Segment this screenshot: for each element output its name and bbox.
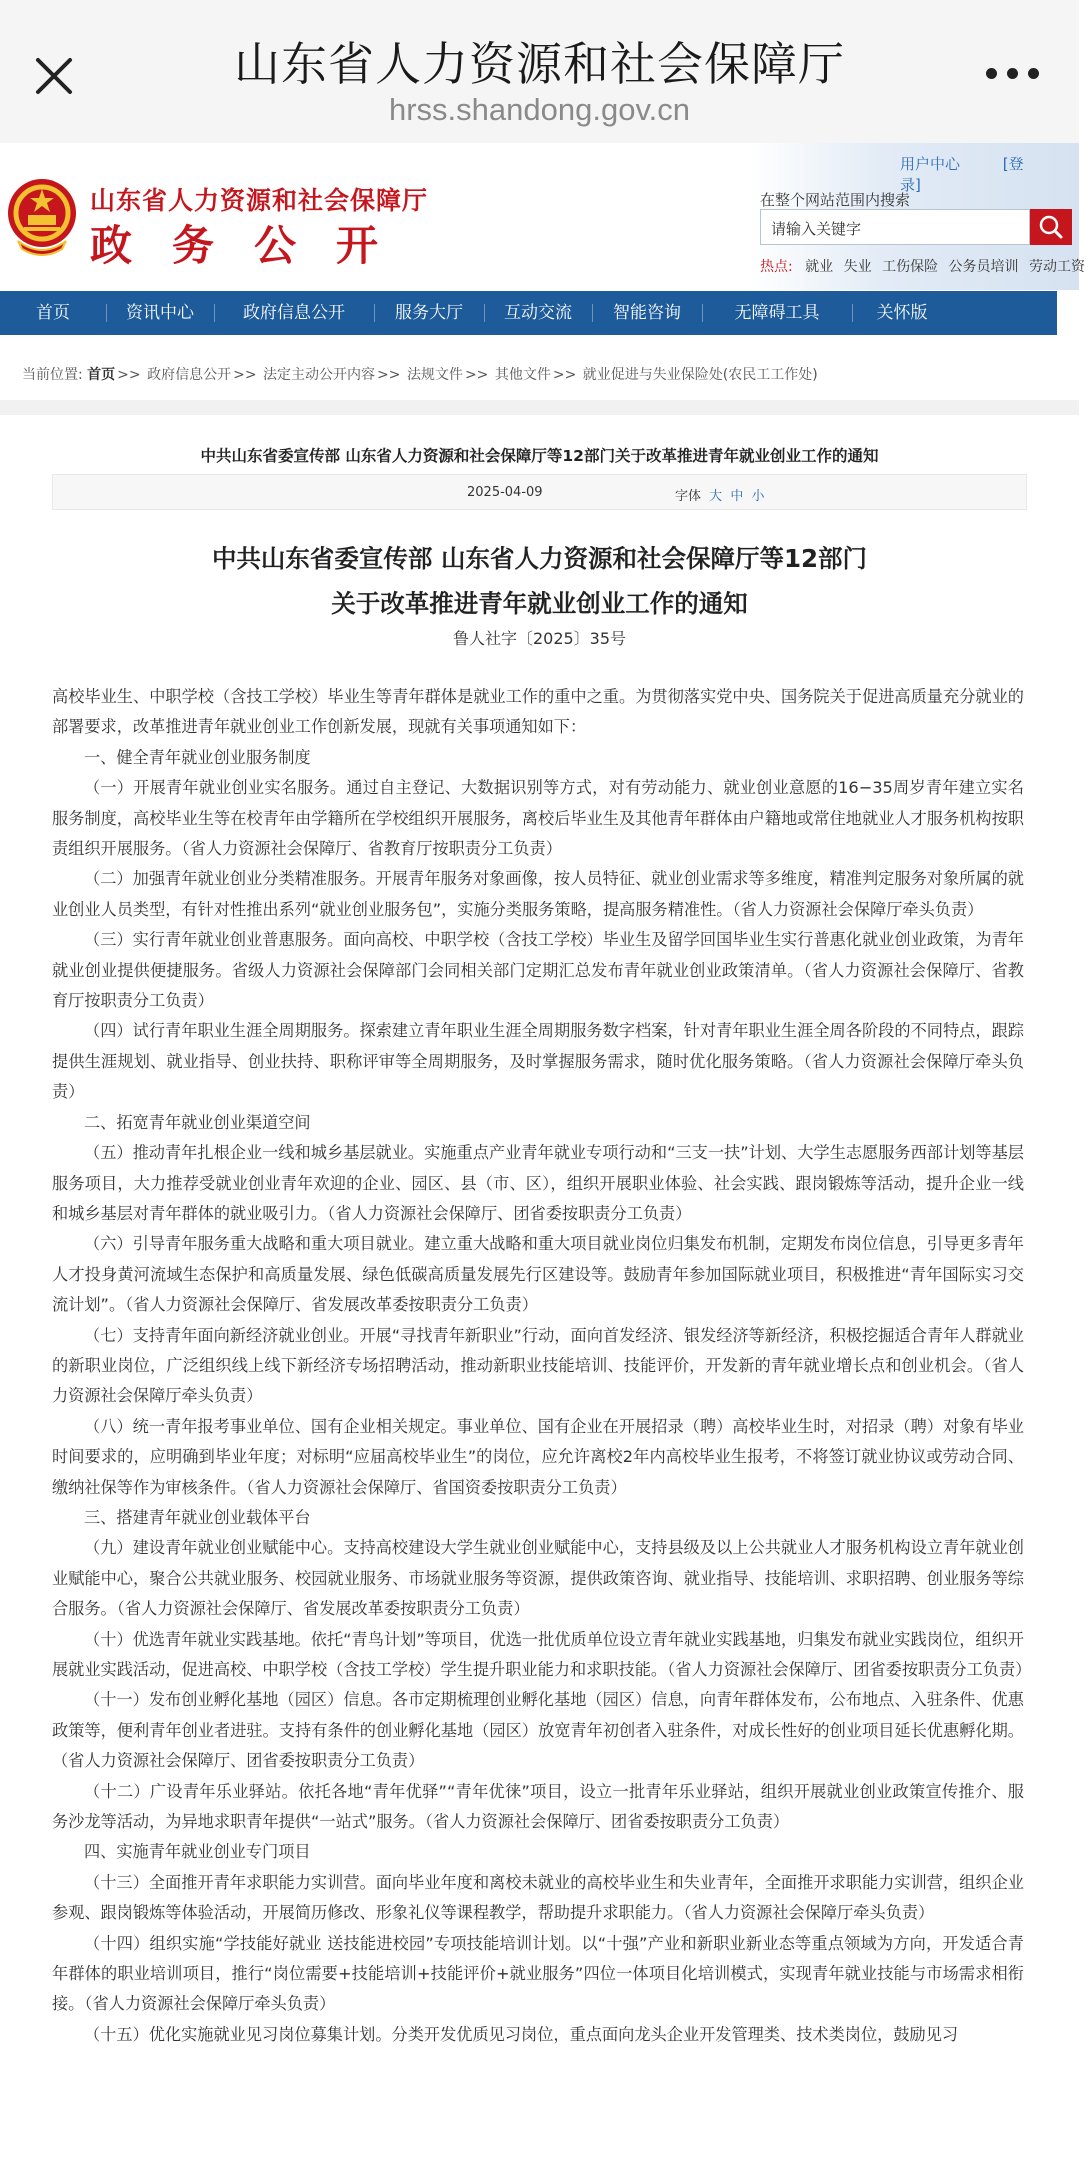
- paragraph: （一）开展青年就业创业实名服务。通过自主登记、大数据识别等方式，对有劳动能力、就业创业意愿的16−35周岁青年建立实名服务制度，高校毕业生等在校青年由学籍所在学校组织开展服务，离校后毕业生及其他青年群体由户籍地或常住地就业人才服务机构按职责组织开展服务。（省人力资源社会保障厅、省教育厅按职责分工负责）: [52, 778, 1024, 859]
- more-options-icon[interactable]: [986, 68, 1039, 79]
- font-size-large[interactable]: 大: [709, 489, 723, 504]
- article-title-line1: 中共山东省委宣传部 山东省人力资源和社会保障厅等12部门: [211, 544, 868, 573]
- paragraph: （十一）发布创业孵化基地（园区）信息。各市定期梳理创业孵化基地（园区）信息，向青年群体发布，公布地点、入驻条件、优惠政策等，便利青年创业者进驻。支持有条件的创业孵化基地（园区）放宽青年初创者入驻条件，对成长性好的创业项目延长优惠孵化期。（省人力资源社会保障厅、团省委按职责分工负责）: [52, 1690, 1024, 1771]
- breadcrumb-item[interactable]: 其他文件: [494, 367, 551, 383]
- paragraph: （四）试行青年职业生涯全周期服务。探索建立青年职业生涯全周期服务数字档案，针对青年职业生涯全周各阶段的不同特点，跟踪提供生涯规划、就业指导、创业扶持、职称评审等全周期服务，及时掌握服务需求，随时优化服务策略。（省人力资源社会保障厅牵头负责）: [52, 1021, 1024, 1102]
- browser-top-bar: [0, 0, 1079, 143]
- paragraph: （五）推动青年扎根企业一线和城乡基层就业。实施重点产业青年就业专项行动和“三支一扶”计划、大学生志愿服务西部计划等基层服务项目，大力推荐受就业创业青年欢迎的企业、园区、县（市、区），组织开展职业体验、社会实践、跟岗锻炼等活动，提升企业一线和城乡基层对青年群体的就业吸引力。（省人力资源社会保障厅、团省委按职责分工负责）: [52, 1143, 1024, 1223]
- breadcrumb-prefix: 当前位置:: [22, 367, 83, 383]
- hot-word[interactable]: 劳动工资: [1028, 259, 1085, 275]
- section-heading: 一、健全青年就业创业服务制度: [84, 747, 311, 767]
- document-meta-bar: [52, 474, 1027, 510]
- section-heading: 四、实施青年就业创业专门项目: [84, 1842, 311, 1862]
- search-button[interactable]: [1030, 209, 1072, 245]
- article-body: [52, 682, 1032, 2050]
- paragraph: （九）建设青年就业创业赋能中心。支持高校建设大学生就业创业赋能中心，支持县级及以上公共就业人才服务机构设立青年就业创业赋能中心，聚合公共就业服务、校园就业服务、市场就业服务等资源，提供政策咨询、就业指导、技能培训、求职招聘、创业服务等综合服务。（省人力资源社会保障厅、省发展改革委按职责分工负责）: [52, 1538, 1024, 1619]
- hot-word[interactable]: 失业: [843, 259, 872, 275]
- publish-date: 2025-04-09: [467, 485, 543, 500]
- font-size-small[interactable]: 小: [751, 489, 765, 504]
- document-number: 鲁人社字〔2025〕35号: [452, 629, 627, 648]
- nav-item-news[interactable]: 资讯中心: [106, 291, 214, 335]
- font-size-medium[interactable]: 中: [730, 489, 744, 504]
- nav-item-interaction[interactable]: 互动交流: [484, 291, 592, 335]
- paragraph: （十三）全面推开青年求职能力实训营。面向毕业年度和离校未就业的高校毕业生和失业青年，全面推开求职能力实训营，组织企业参观、跟岗锻炼等体验活动，开展简历修改、形象礼仪等课程教学，帮助提升求职能力。（省人力资源社会保障厅牵头负责）: [52, 1872, 1024, 1923]
- breadcrumb-item[interactable]: 政府信息公开: [147, 367, 232, 383]
- paragraph: （二）加强青年就业创业分类精准服务。开展青年服务对象画像，按人员特征、就业创业需求等多维度，精准判定服务对象所属的就业创业人员类型，有针对性推出系列“就业创业服务包”，实施分类服务策略，提高服务精准性。（省人力资源社会保障厅牵头负责）: [52, 869, 1024, 919]
- article-title-line2: 关于改革推进青年就业创业工作的通知: [331, 589, 748, 618]
- nav-item-care-version[interactable]: 关怀版: [852, 291, 952, 335]
- national-emblem-icon: [4, 175, 80, 259]
- hot-label: 热点:: [760, 259, 793, 275]
- hot-word[interactable]: 公务员培训: [948, 259, 1019, 275]
- paragraph: （八）统一青年报考事业单位、国有企业相关规定。事业单位、国有企业在开展招录（聘）高校毕业生时，对招录（聘）对象有毕业时间要求的，应明确到毕业年度；对标明“应届高校毕业生”的岗位，应允许离校2年内高校毕业生报考，不将签订就业协议或劳动合同、缴纳社保等作为审核条件。（省人力资源社会保障厅、省国资委按职责分工负责）: [52, 1416, 1024, 1497]
- section-heading: 二、拓宽青年就业创业渠道空间: [84, 1112, 311, 1132]
- breadcrumb-item[interactable]: 法规文件: [406, 367, 463, 383]
- nav-item-home[interactable]: 首页: [36, 303, 70, 323]
- nav-item-service-hall[interactable]: 服务大厅: [374, 291, 484, 335]
- search-hint: 在整个网站范围内搜索: [760, 191, 911, 209]
- breadcrumb: 当前位置: 首页 >> 政府信息公开 >> 法定主动公开内容 >> 法规文件 >> 其他文件 >> 就业促进与失业保险处(农民工工作处): [22, 367, 818, 383]
- paragraph: （十五）优化实施就业见习岗位募集计划。分类开发优质见习岗位，重点面向龙头企业开发管理类、技术类岗位，鼓励见习: [84, 2024, 959, 2044]
- hot-words: [760, 256, 1091, 276]
- nav-item-gov-info[interactable]: 政府信息公开: [214, 291, 374, 335]
- browser-url[interactable]: hrss.shandong.gov.cn: [388, 92, 690, 127]
- breadcrumb-item[interactable]: 就业促进与失业保险处(农民工工作处): [582, 367, 818, 383]
- breadcrumb-item[interactable]: 法定主动公开内容: [263, 367, 376, 383]
- paragraph: （六）引导青年服务重大战略和重大项目就业。建立重大战略和重大项目就业岗位归集发布机制，定期发布岗位信息，引导更多青年人才投身黄河流域生态保护和高质量发展、绿色低碳高质量发展先行区建设等。鼓励青年参加国际就业项目，积极推进“青年国际实习交流计划”。（省人力资源社会保障厅、省发展改革委按职责分工负责）: [52, 1234, 1024, 1315]
- document-header-title: 中共山东省委宣传部 山东省人力资源和社会保障厅等12部门关于改革推进青年就业创业工作的通知: [200, 447, 879, 465]
- site-logo-subtitle: 政务公开: [90, 221, 419, 270]
- main-nav: [0, 291, 1057, 335]
- paragraph: （七）支持青年面向新经济就业创业。开展“寻找青年新职业”行动，面向首发经济、银发经济等新经济，积极挖掘适合青年人群就业的新职业岗位，广泛组织线上线下新经济专场招聘活动，推动新职业技能培训、技能评价，开发新的青年就业增长点和创业机会。（省人力资源社会保障厅牵头负责）: [52, 1325, 1024, 1406]
- paragraph: （十二）广设青年乐业驿站。依托各地“青年优驿”“青年优徕”项目，设立一批青年乐业驿站，组织开展就业创业政策宣传推介、服务沙龙等活动，为异地求职青年提供“一站式”服务。（省人力资源社会保障厅、团省委按职责分工负责）: [52, 1781, 1024, 1832]
- paragraph: （十）优选青年就业实践基地。依托“青鸟计划”等项目，优选一批优质单位设立青年就业实践基地，归集发布就业实践岗位，组织开展就业实践活动，促进高校、中职学校（含技工学校）学生提升职业能力和求职技能。（省人力资源社会保障厅、团省委按职责分工负责）: [52, 1629, 1032, 1679]
- hot-word[interactable]: 工伤保险: [882, 259, 939, 275]
- browser-page-title: 山东省人力资源和社会保障厅: [234, 37, 845, 91]
- search-input[interactable]: 请输入关键字: [760, 209, 1030, 245]
- breadcrumb-item[interactable]: 首页: [87, 367, 116, 383]
- paragraph: （十四）组织实施“学技能好就业 送技能进校园”专项技能培训计划。以“十强”产业和新职业新业态等重点领域为方向，开发适合青年群体的职业培训项目，推行“岗位需要+技能培训+技能评价+就业服务”四位一体项目化培训模式，实现青年就业技能与市场需求相衔接。（省人力资源社会保障厅牵头负责）: [52, 1933, 1024, 2014]
- nav-item-smart-consult[interactable]: 智能咨询: [592, 291, 702, 335]
- login-link[interactable]: [登录]: [900, 155, 1024, 194]
- site-logo-title: 山东省人力资源和社会保障厅: [90, 186, 429, 215]
- hot-word[interactable]: 就业: [805, 259, 834, 275]
- paragraph: （三）实行青年就业创业普惠服务。面向高校、中职学校（含技工学校）毕业生及留学回国毕业生实行普惠化就业创业政策，为青年就业创业提供便捷服务。省级人力资源社会保障部门会同相关部门定期汇总发布青年就业创业政策清单。（省人力资源社会保障厅、省教育厅按职责分工负责）: [52, 930, 1024, 1011]
- site-header: [0, 143, 1085, 290]
- section-heading: 三、搭建青年就业创业载体平台: [84, 1507, 311, 1527]
- user-center-link[interactable]: 用户中心: [900, 155, 961, 173]
- user-links: [900, 153, 1079, 195]
- paragraph: 高校毕业生、中职学校（含技工学校）毕业生等青年群体是就业工作的重中之重。为贯彻落实党中央、国务院关于促进高质量充分就业的部署要求，改革推进青年就业创业工作创新发展，现就有关事项通知如下：: [52, 687, 1024, 737]
- search-icon: [1030, 209, 1072, 245]
- nav-item-accessibility[interactable]: 无障碍工具: [702, 291, 852, 335]
- font-size-label: 字体: [675, 489, 702, 504]
- section-divider: [0, 400, 1079, 415]
- font-size-control: [675, 485, 764, 504]
